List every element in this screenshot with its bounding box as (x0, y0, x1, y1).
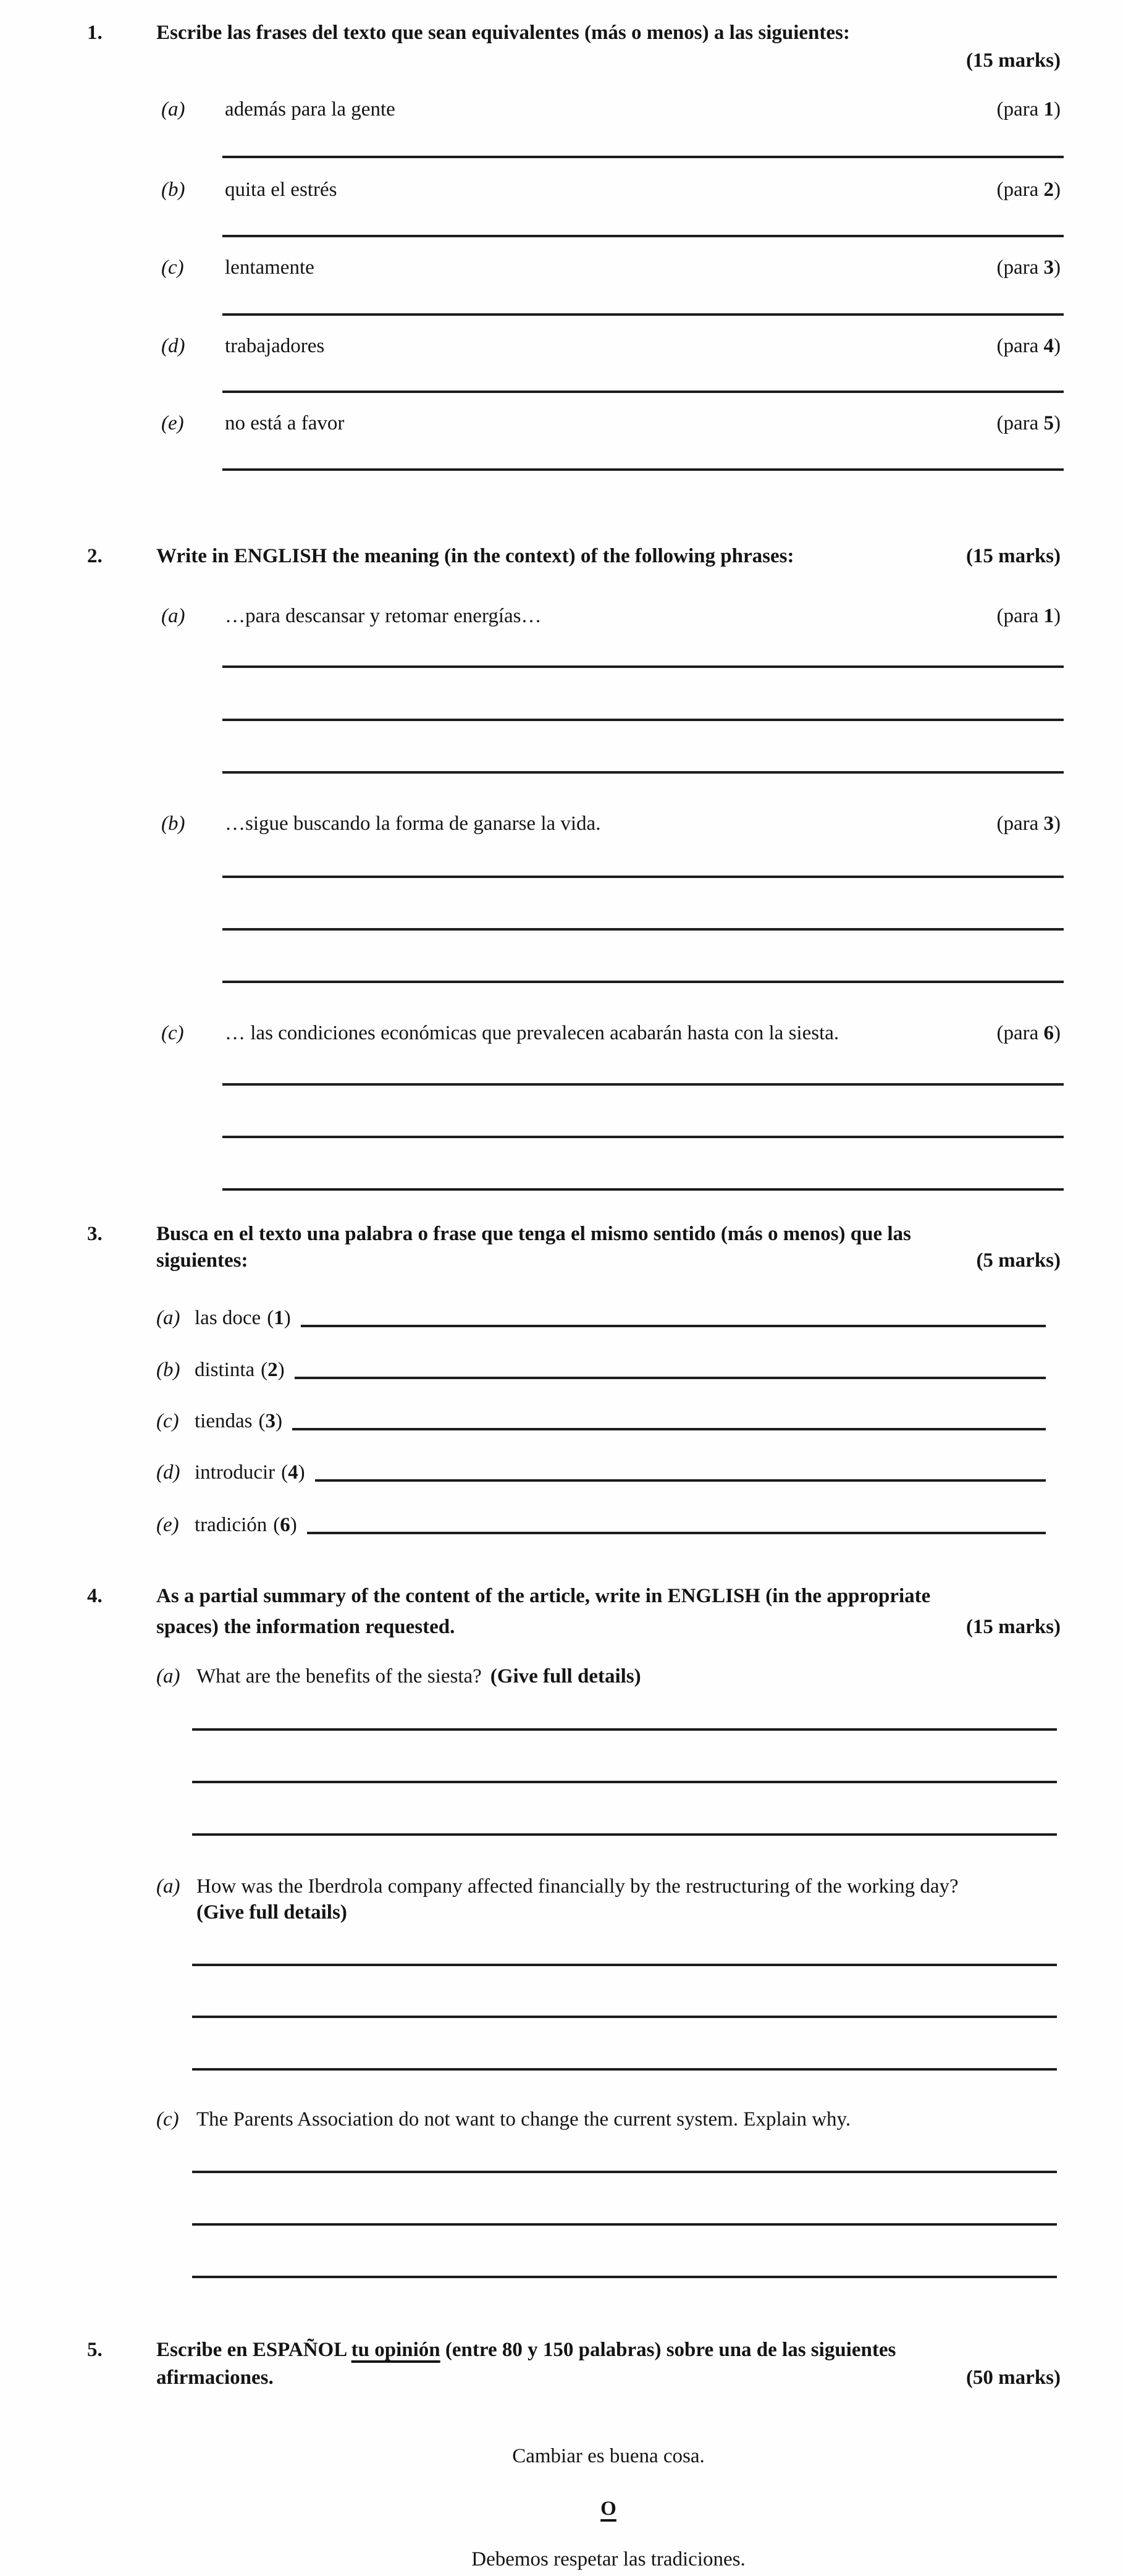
para-reference (996, 411, 1061, 436)
item-text: lentamente (225, 256, 314, 279)
item-letter: (a) (156, 1307, 180, 1329)
para-number: 5 (1043, 412, 1054, 434)
num-open: ( (258, 1410, 266, 1432)
para-prefix: (para (996, 179, 1044, 201)
num-open: ( (273, 1514, 280, 1536)
answer-line (192, 1728, 1057, 1731)
question-5-header-line2 (156, 2365, 1061, 2391)
answer-line (222, 1136, 1064, 1138)
title-part-2: (entre 80 y 150 palabras) sobre una de las siguientes (440, 2339, 896, 2361)
para-suffix: ) (1054, 605, 1061, 627)
item-letter: (b) (161, 179, 185, 201)
num-close: ) (275, 1410, 282, 1432)
question-title-continued: afirmaciones. (156, 2367, 274, 2389)
item-text (195, 1460, 305, 1485)
para-number: 4 (288, 1461, 298, 1484)
question-3-header-line2 (156, 1248, 1061, 1273)
answer-line (222, 391, 1064, 393)
question-title: As a partial summary of the content of the article, write in ENGLISH (in the appropriate (156, 1585, 931, 1607)
para-reference (996, 97, 1061, 122)
question-1-item-c (161, 255, 1061, 281)
para-number: 2 (267, 1359, 278, 1381)
para-reference (996, 811, 1061, 837)
question-4-item-a1 (156, 1664, 1061, 1689)
para-suffix: ) (1054, 98, 1061, 120)
para-prefix: (para (996, 98, 1044, 120)
item-text: …para descansar y retomar energías… (225, 605, 542, 627)
para-reference (996, 255, 1061, 281)
answer-line (222, 1083, 1064, 1086)
question-2-header (87, 544, 1061, 569)
or-separator (156, 2496, 1061, 2522)
question-number: 3. (87, 1223, 103, 1245)
answer-line (222, 313, 1064, 316)
question-5-header (87, 2337, 1061, 2363)
marks-label: (15 marks) (965, 49, 1061, 72)
answer-line (192, 1964, 1057, 1966)
question-4-header-line2 (156, 1615, 1061, 1640)
para-prefix: (para (996, 335, 1044, 357)
question-title-continued: siguientes: (156, 1249, 248, 1272)
item-text: How was the Iberdrola company affected financially by the restructuring of the working day? (196, 1875, 959, 1898)
num-close: ) (284, 1307, 291, 1329)
para-suffix: ) (1054, 1022, 1061, 1044)
question-1-item-b (161, 177, 1061, 203)
or-separator-text: O (600, 2498, 616, 2520)
num-open: ( (281, 1461, 288, 1484)
give-full-details-note: (Give full details) (196, 1901, 347, 1924)
num-open: ( (267, 1307, 274, 1329)
item-letter: (a) (161, 98, 185, 120)
item-text: trabajadores (225, 335, 325, 357)
answer-line (222, 156, 1064, 158)
para-prefix: (para (996, 256, 1044, 279)
para-suffix: ) (1054, 412, 1061, 434)
question-title (156, 2337, 896, 2363)
item-text: además para la gente (225, 98, 395, 120)
answer-line (222, 928, 1064, 931)
answer-line (222, 771, 1064, 774)
item-letter: (c) (156, 1410, 179, 1432)
answer-line (301, 1325, 1046, 1327)
para-reference (996, 334, 1061, 359)
question-number: 5. (87, 2339, 103, 2361)
para-number: 6 (280, 1514, 290, 1536)
item-letter: (c) (156, 2108, 179, 2130)
question-2-item-c (161, 1021, 1061, 1046)
answer-line (292, 1428, 1046, 1430)
marks-label: (50 marks) (965, 2367, 1061, 2389)
marks-label: (15 marks) (965, 1616, 1061, 1638)
item-letter: (e) (156, 1514, 179, 1536)
answer-line (192, 2276, 1057, 2278)
item-word: las doce (195, 1307, 261, 1329)
question-3-item-e (156, 1513, 1046, 1538)
para-reference (996, 604, 1061, 629)
item-letter: (a) (161, 605, 185, 627)
para-prefix: (para (996, 605, 1044, 627)
para-number: 1 (1043, 605, 1054, 627)
answer-line (222, 876, 1064, 878)
answer-line (315, 1479, 1046, 1482)
question-1-item-a (161, 97, 1061, 122)
item-word: tradición (195, 1514, 267, 1536)
marks-label: (15 marks) (965, 545, 1061, 567)
question-1-item-d (161, 334, 1061, 359)
item-letter: (e) (161, 412, 184, 434)
question-2-item-b (161, 811, 1061, 837)
answer-line (192, 2016, 1057, 2018)
para-number: 3 (1043, 813, 1054, 835)
question-1-item-e (161, 411, 1061, 436)
answer-line (192, 2223, 1057, 2226)
para-suffix: ) (1054, 335, 1061, 357)
item-text: quita el estrés (225, 179, 337, 201)
item-text: The Parents Association do not want to change the current system. Explain why. (196, 2108, 851, 2130)
statement-option-2: Debemos respetar las tradiciones. (471, 2548, 746, 2570)
para-prefix: (para (996, 813, 1044, 835)
answer-line (222, 665, 1064, 668)
item-letter: (b) (161, 813, 185, 835)
para-number: 3 (1043, 256, 1054, 279)
answer-line (222, 235, 1064, 237)
item-letter: (c) (161, 1022, 184, 1044)
question-4-item-a2 (156, 1874, 1061, 1899)
item-text (195, 1306, 291, 1331)
give-full-details-note: (Give full details) (490, 1665, 641, 1687)
para-reference (996, 177, 1061, 203)
para-number: 1 (274, 1307, 284, 1329)
item-text (195, 1409, 282, 1434)
question-3-item-c (156, 1409, 1046, 1434)
item-word: tiendas (195, 1410, 253, 1432)
item-word: distinta (195, 1359, 255, 1381)
answer-line (222, 1188, 1064, 1191)
question-1-header (87, 20, 1061, 46)
answer-line (192, 2171, 1057, 2173)
num-close: ) (298, 1461, 305, 1484)
question-2-item-a (161, 604, 1061, 629)
statement-option-1: Cambiar es buena cosa. (512, 2445, 705, 2467)
question-3-item-d (156, 1460, 1046, 1485)
item-text: no está a favor (225, 412, 345, 434)
item-letter: (a) (156, 1665, 180, 1687)
marks-label: (5 marks) (976, 1249, 1061, 1272)
answer-line (222, 719, 1064, 721)
question-4-item-c (156, 2107, 1061, 2132)
answer-line (192, 2068, 1057, 2071)
item-letter: (a) (156, 1875, 180, 1898)
question-number: 2. (87, 545, 103, 567)
para-suffix: ) (1054, 813, 1061, 835)
answer-line (192, 1833, 1057, 1836)
para-prefix: (para (996, 412, 1044, 434)
para-reference (996, 1021, 1061, 1046)
item-text: … las condiciones económicas que prevalecen acabarán hasta con la siesta. (225, 1022, 839, 1044)
para-number: 2 (1043, 179, 1054, 201)
num-close: ) (277, 1359, 285, 1381)
item-text (195, 1358, 285, 1383)
item-text: …sigue buscando la forma de ganarse la vida. (225, 813, 601, 835)
question-3-item-b (156, 1358, 1046, 1383)
para-number: 1 (1043, 98, 1054, 120)
item-letter: (b) (156, 1359, 180, 1381)
question-3-header (87, 1222, 1061, 1247)
question-title-continued: spaces) the information requested. (156, 1616, 455, 1638)
para-number: 4 (1043, 335, 1054, 357)
para-number: 6 (1043, 1022, 1054, 1044)
answer-line (295, 1377, 1046, 1379)
item-word: introducir (195, 1461, 275, 1484)
answer-line (222, 981, 1064, 983)
title-part-1: Escribe en ESPAÑOL (156, 2339, 351, 2361)
question-title: Write in ENGLISH the meaning (in the context) of the following phrases: (156, 545, 794, 567)
para-suffix: ) (1054, 256, 1061, 279)
item-letter: (c) (161, 256, 184, 279)
question-number: 4. (87, 1585, 103, 1607)
item-letter: (d) (161, 335, 185, 357)
underlined-phrase: tu opinión (351, 2339, 440, 2361)
answer-line (222, 468, 1064, 471)
answer-line (192, 1781, 1057, 1783)
question-title: Escribe las frases del texto que sean equivalentes (más o menos) a las siguientes: (156, 22, 850, 44)
question-3-item-a (156, 1306, 1046, 1331)
num-open: ( (261, 1359, 268, 1381)
para-suffix: ) (1054, 179, 1061, 201)
item-text (195, 1513, 297, 1538)
num-close: ) (290, 1514, 297, 1536)
answer-line (307, 1532, 1046, 1534)
question-title: Busca en el texto una palabra o frase que tenga el mismo sentido (más o menos) que las (156, 1223, 911, 1245)
item-question: What are the benefits of the siesta? (196, 1665, 482, 1687)
item-text (196, 1664, 641, 1689)
question-4-header (87, 1584, 1061, 1609)
para-prefix: (para (996, 1022, 1044, 1044)
item-letter: (d) (156, 1461, 180, 1484)
question-number: 1. (87, 22, 103, 44)
para-number: 3 (265, 1410, 275, 1432)
